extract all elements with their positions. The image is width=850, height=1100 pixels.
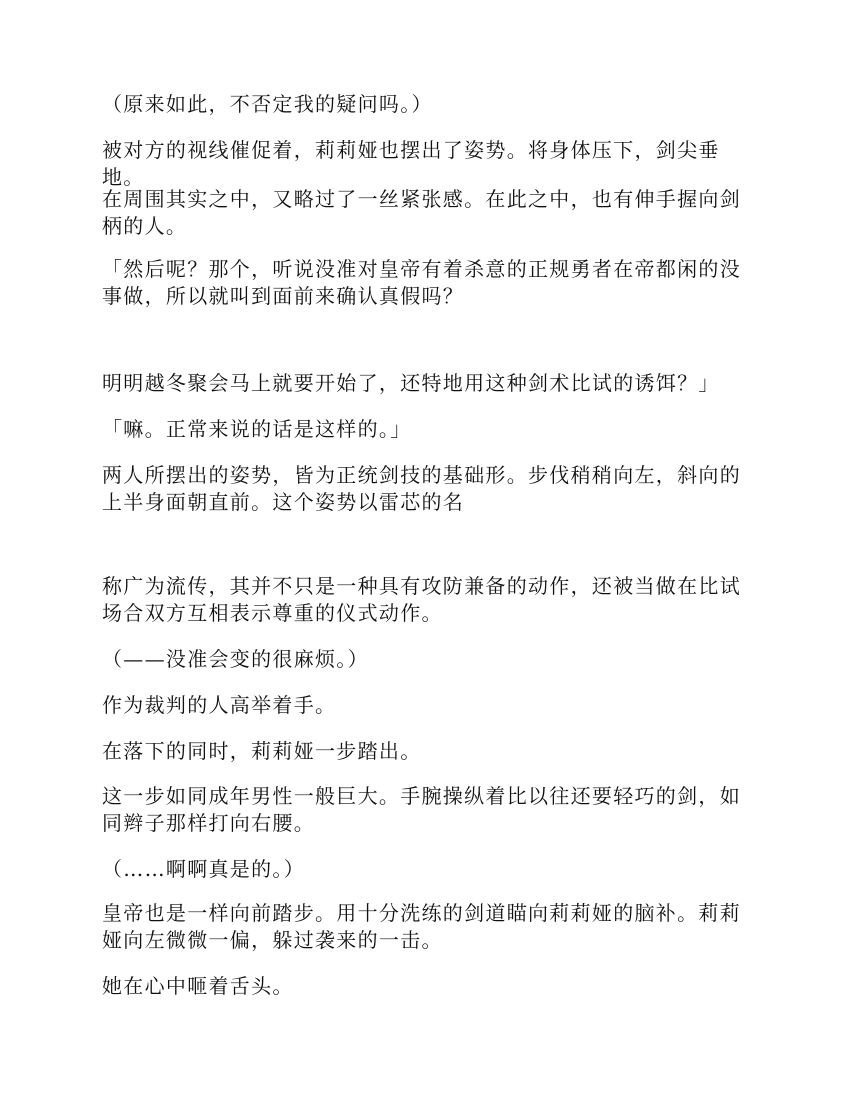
paragraph: 在周围其实之中，又略过了一丝紧张感。在此之中，也有伸手握向剑柄的人。: [102, 187, 741, 238]
paragraph: 称广为流传，其并不只是一种具有攻防兼备的动作，还被当做在比试场合双方互相表示尊重的仪式动作。: [102, 574, 741, 625]
paragraph: 「嘛。正常来说的话是这样的。」: [102, 417, 412, 441]
paragraph: 被对方的视线催促着，莉莉娅也摆出了姿势。将身体压下，剑尖垂地。: [102, 138, 720, 189]
paragraph: （……啊啊真是的。）: [102, 857, 305, 881]
paragraph: 作为裁判的人高举着手。: [102, 693, 337, 717]
paragraph: （——没准会变的很麻烦。）: [102, 647, 369, 671]
paragraph: 明明越冬聚会马上就要开始了，还特地用这种剑术比试的诱饵？」: [102, 371, 720, 395]
paragraph: 她在心中咂着舌头。: [102, 974, 294, 998]
paragraph: （原来如此，不否定我的疑问吗。）: [102, 92, 433, 116]
paragraph: 在落下的同时，莉莉娅一步踏出。: [102, 739, 422, 763]
paragraph: 两人所摆出的姿势，皆为正统剑技的基础形。步伐稍稍向左，斜向的上半身面朝直前。这个姿势以雷芯的名: [102, 463, 741, 514]
paragraph: 这一步如同成年男性一般巨大。手腕操纵着比以往还要轻巧的剑，如同辫子那样打向右腰。: [102, 784, 741, 835]
paragraph: 皇帝也是一样向前踏步。用十分洗练的剑道瞄向莉莉娅的脑补。莉莉娅向左微微一偏，躲过袭来的一击。: [102, 901, 741, 952]
paragraph: 「然后呢？那个，听说没准对皇帝有着杀意的正规勇者在帝都闲的没事做，所以就叫到面前来确认真假吗？: [102, 257, 741, 308]
